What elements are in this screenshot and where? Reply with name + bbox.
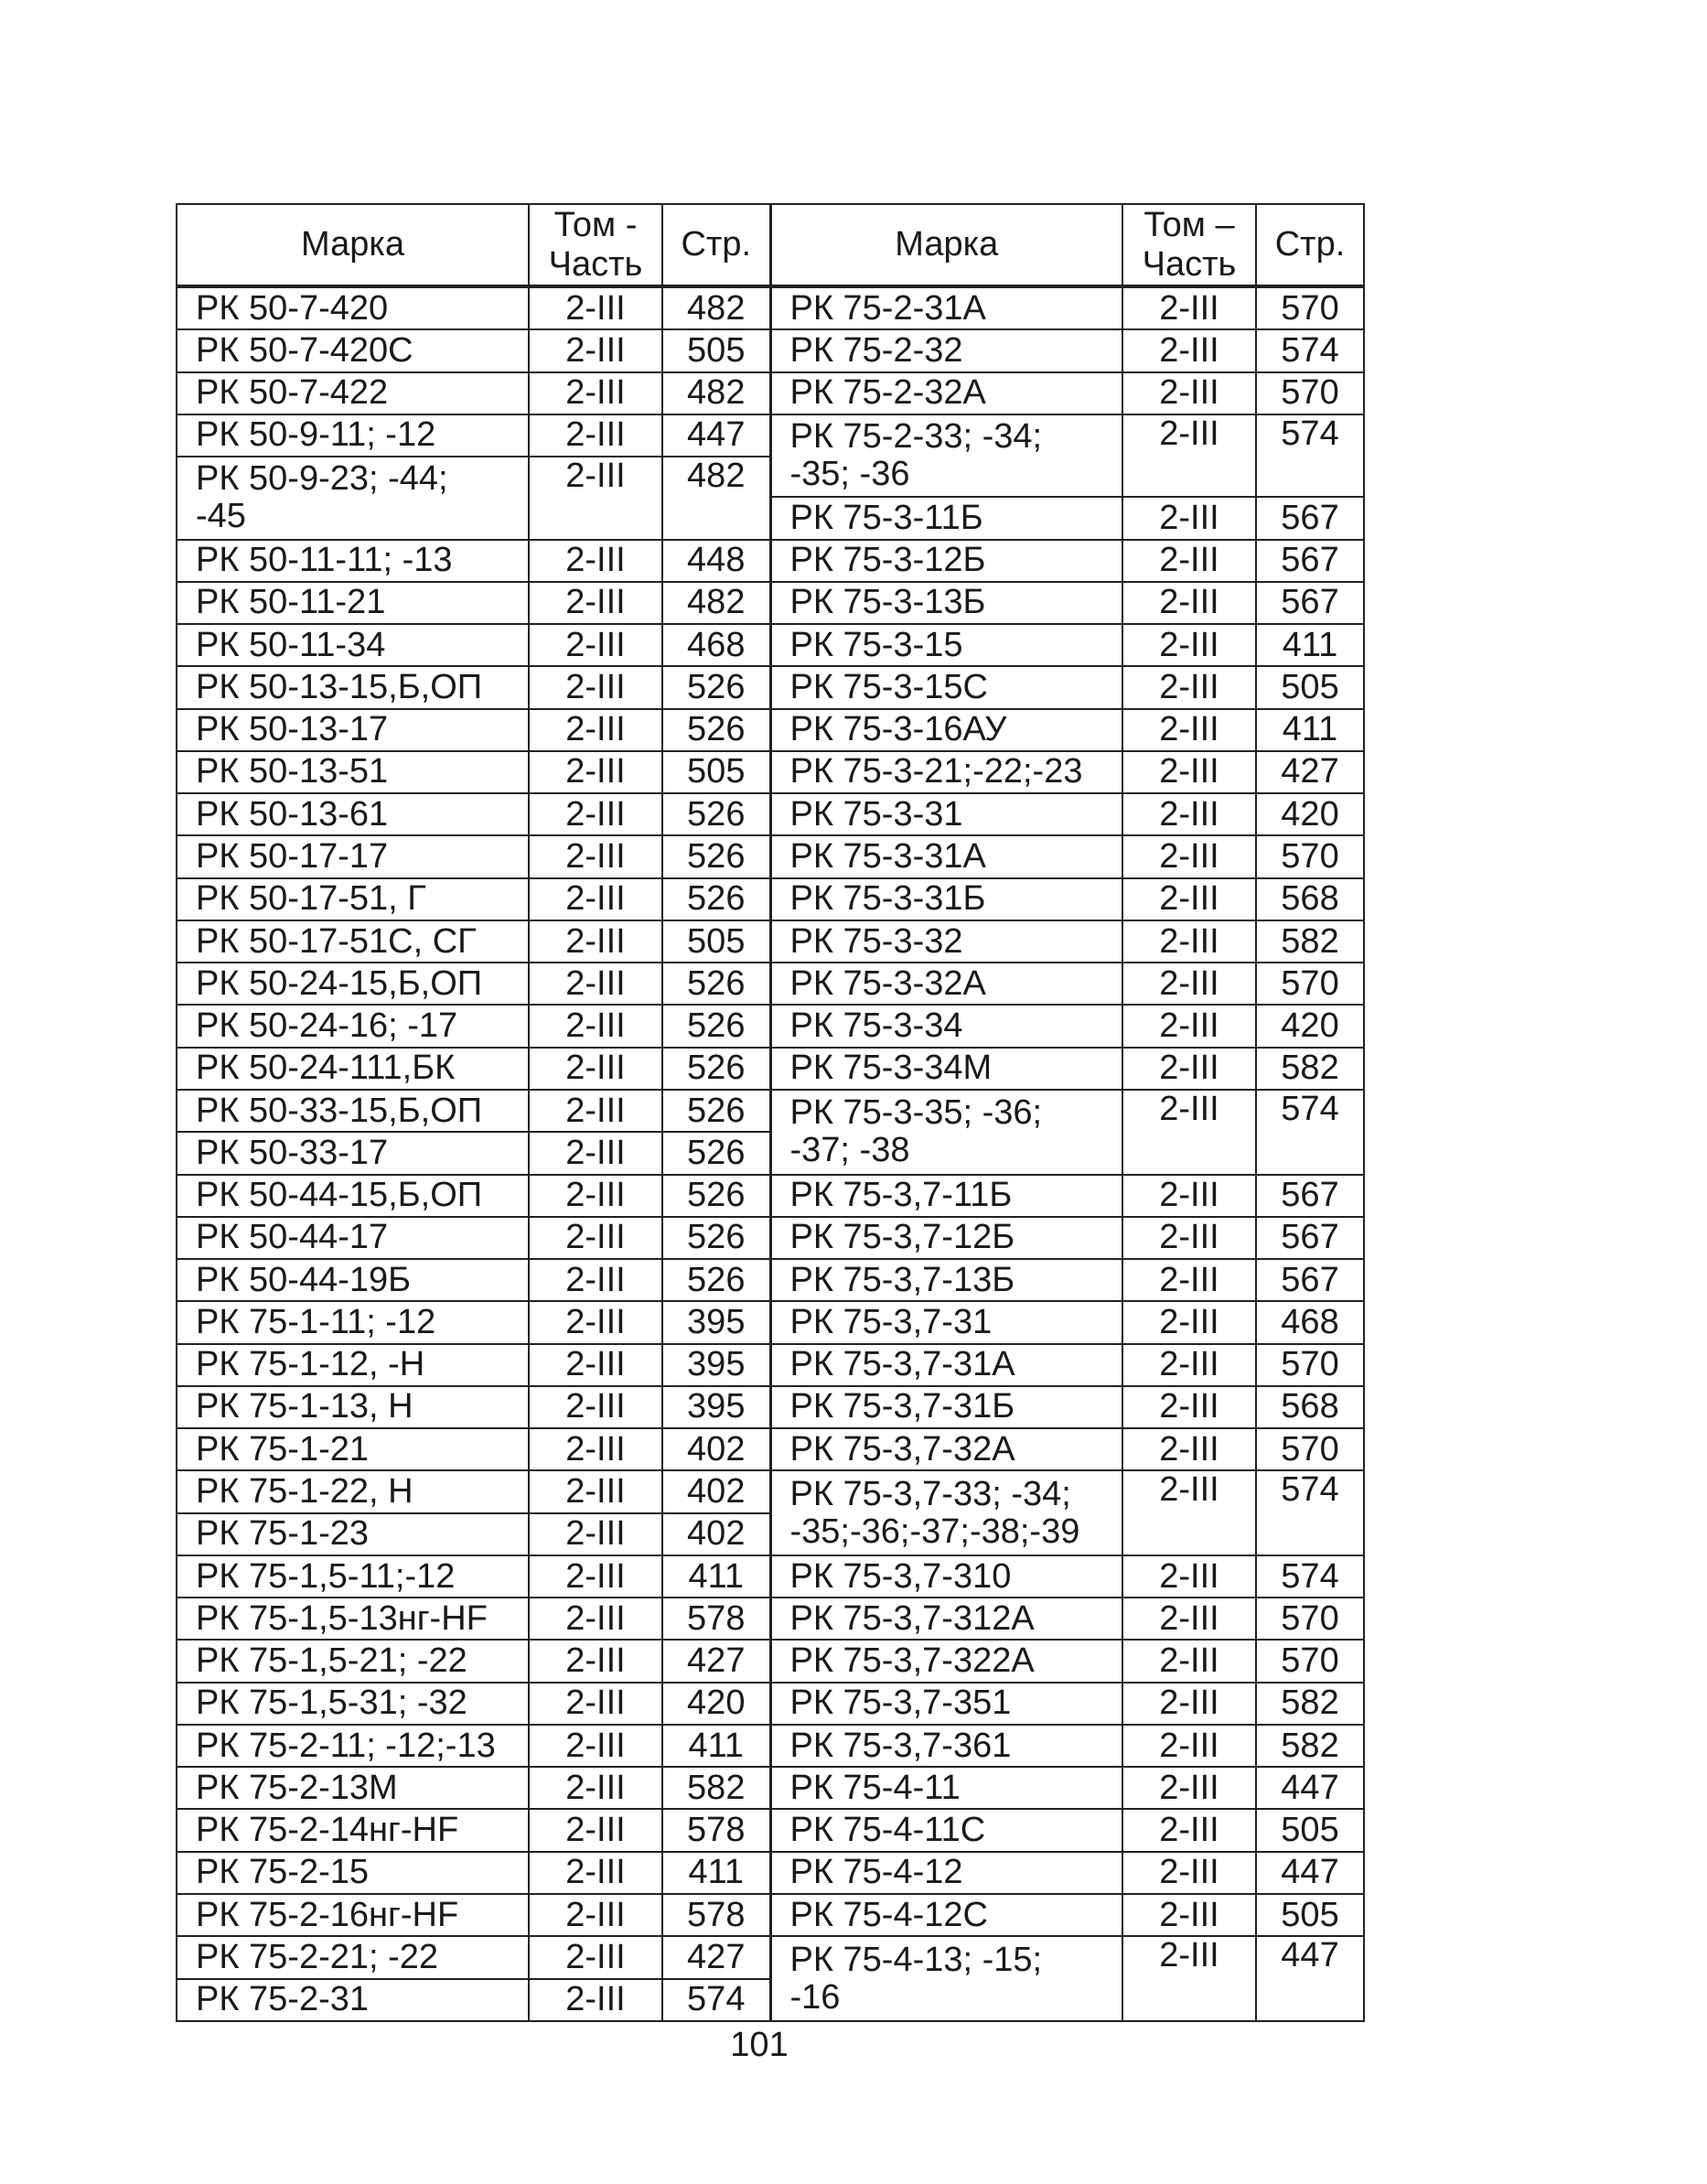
entry-volume: 2-III <box>529 624 662 666</box>
entry-volume: 2-III <box>1122 1725 1256 1767</box>
header-page-right: Стр. <box>1256 204 1364 286</box>
entry-page: 582 <box>1256 1725 1364 1767</box>
entry-volume: 2-III <box>529 1386 662 1428</box>
entry-volume: 2-III <box>1122 878 1256 920</box>
entry-volume: 2-III <box>529 414 662 457</box>
table-body <box>177 286 1364 2021</box>
entry-volume: 2-III <box>1122 1809 1256 1851</box>
entry-mark: РК 75-3,7-33; -34; -35;-36;-37;-38;-39 <box>770 1470 1122 1555</box>
entry-volume: 2-III <box>1122 1090 1256 1175</box>
entry-page: 427 <box>1256 751 1364 793</box>
entry-page: 574 <box>1256 1555 1364 1598</box>
entry-page: 420 <box>1256 793 1364 835</box>
entry-page: 578 <box>662 1809 770 1851</box>
entry-volume: 2-III <box>1122 1259 1256 1301</box>
table-row <box>177 835 1364 877</box>
entry-volume: 2-III <box>1122 540 1256 582</box>
entry-mark: РК 75-3,7-11Б <box>770 1175 1122 1217</box>
entry-volume: 2-III <box>529 1555 662 1598</box>
entry-page: 395 <box>662 1344 770 1386</box>
entry-page: 570 <box>1256 286 1364 329</box>
entry-volume: 2-III <box>529 1767 662 1809</box>
table-row <box>177 751 1364 793</box>
entry-page: 570 <box>1256 1428 1364 1470</box>
table-row <box>177 1005 1364 1047</box>
entry-page: 570 <box>1256 1344 1364 1386</box>
entry-volume: 2-III <box>529 1640 662 1682</box>
entry-page: 582 <box>662 1767 770 1809</box>
entry-volume: 2-III <box>529 582 662 624</box>
entry-mark: РК 75-3,7-12Б <box>770 1217 1122 1259</box>
entry-page: 505 <box>662 920 770 963</box>
entry-mark: РК 75-3,7-322А <box>770 1640 1122 1682</box>
entry-page: 411 <box>1256 624 1364 666</box>
header-volume-right: Том – Часть <box>1122 204 1256 286</box>
table-row <box>177 709 1364 751</box>
entry-page: 578 <box>662 1598 770 1640</box>
table-row <box>177 1301 1364 1343</box>
entry-page: 570 <box>1256 835 1364 877</box>
entry-mark: РК 75-1-23 <box>177 1513 529 1555</box>
entry-page: 574 <box>1256 1090 1364 1175</box>
entry-page: 395 <box>662 1386 770 1428</box>
entry-mark: РК 50-17-51С, СГ <box>177 920 529 963</box>
entry-page: 574 <box>1256 414 1364 497</box>
entry-mark: РК 75-1-13, Н <box>177 1386 529 1428</box>
entry-page: 526 <box>662 963 770 1005</box>
table-row <box>177 666 1364 708</box>
entry-mark: РК 75-1-12, -Н <box>177 1344 529 1386</box>
entry-mark: РК 75-3,7-13Б <box>770 1259 1122 1301</box>
entry-volume: 2-III <box>1122 329 1256 371</box>
entry-volume: 2-III <box>529 1259 662 1301</box>
entry-mark: РК 50-24-16; -17 <box>177 1005 529 1047</box>
entry-mark: РК 75-4-11С <box>770 1809 1122 1851</box>
entry-mark: РК 75-3,7-31 <box>770 1301 1122 1343</box>
table-row <box>177 1217 1364 1259</box>
entry-volume: 2-III <box>1122 1344 1256 1386</box>
entry-volume: 2-III <box>1122 1683 1256 1725</box>
entry-page: 411 <box>662 1555 770 1598</box>
entry-volume: 2-III <box>1122 414 1256 497</box>
entry-volume: 2-III <box>529 751 662 793</box>
entry-page: 420 <box>662 1683 770 1725</box>
entry-volume: 2-III <box>529 457 662 539</box>
entry-page: 567 <box>1256 497 1364 539</box>
entry-mark: РК 75-3-35; -36; -37; -38 <box>770 1090 1122 1175</box>
entry-page: 447 <box>1256 1852 1364 1894</box>
table-row <box>177 582 1364 624</box>
entry-mark: РК 50-7-420 <box>177 286 529 329</box>
entry-page: 448 <box>662 540 770 582</box>
entry-page: 526 <box>662 835 770 877</box>
entry-mark: РК 75-3,7-32А <box>770 1428 1122 1470</box>
header-volume-left: Том - Часть <box>529 204 662 286</box>
entry-mark: РК 75-3-15С <box>770 666 1122 708</box>
table-row <box>177 1344 1364 1386</box>
entry-mark: РК 50-17-51, Г <box>177 878 529 920</box>
entry-page: 526 <box>662 1259 770 1301</box>
entry-mark: РК 75-3,7-361 <box>770 1725 1122 1767</box>
entry-volume: 2-III <box>1122 372 1256 414</box>
table-row <box>177 920 1364 963</box>
entry-volume: 2-III <box>1122 624 1256 666</box>
entry-mark: РК 50-13-15,Б,ОП <box>177 666 529 708</box>
entry-volume: 2-III <box>1122 497 1256 539</box>
entry-mark: РК 50-33-17 <box>177 1132 529 1174</box>
entry-volume: 2-III <box>529 1725 662 1767</box>
header-mark-left: Марка <box>177 204 529 286</box>
entry-page: 411 <box>662 1725 770 1767</box>
entry-mark: РК 75-2-21; -22 <box>177 1936 529 1978</box>
table-row <box>177 1767 1364 1809</box>
entry-volume: 2-III <box>1122 1386 1256 1428</box>
entry-mark: РК 75-3-34 <box>770 1005 1122 1047</box>
entry-page: 582 <box>1256 1048 1364 1090</box>
entry-volume: 2-III <box>529 963 662 1005</box>
entry-page: 427 <box>662 1640 770 1682</box>
entry-page: 482 <box>662 286 770 329</box>
table-row <box>177 1090 1364 1132</box>
entry-page: 395 <box>662 1301 770 1343</box>
entry-page: 482 <box>662 457 770 539</box>
entry-page: 567 <box>1256 1175 1364 1217</box>
entry-page: 411 <box>662 1852 770 1894</box>
entry-volume: 2-III <box>529 709 662 751</box>
entry-mark: РК 75-3-31 <box>770 793 1122 835</box>
entry-mark: РК 50-11-21 <box>177 582 529 624</box>
cable-index-table <box>176 203 1365 2022</box>
entry-mark: РК 75-3-32 <box>770 920 1122 963</box>
entry-page: 482 <box>662 582 770 624</box>
entry-volume: 2-III <box>529 286 662 329</box>
entry-volume: 2-III <box>529 1175 662 1217</box>
entry-page: 447 <box>662 414 770 457</box>
table-row <box>177 1852 1364 1894</box>
entry-page: 505 <box>662 751 770 793</box>
entry-mark: РК 75-1,5-31; -32 <box>177 1683 529 1725</box>
table-row <box>177 1725 1364 1767</box>
entry-volume: 2-III <box>529 835 662 877</box>
entry-page: 526 <box>662 793 770 835</box>
entry-volume: 2-III <box>1122 1894 1256 1936</box>
entry-page: 570 <box>1256 963 1364 1005</box>
table-row <box>177 1175 1364 1217</box>
entry-volume: 2-III <box>529 329 662 371</box>
table-row <box>177 1894 1364 1936</box>
entry-page: 526 <box>662 666 770 708</box>
entry-volume: 2-III <box>1122 1005 1256 1047</box>
table-row <box>177 1936 1364 1978</box>
entry-volume: 2-III <box>1122 286 1256 329</box>
entry-volume: 2-III <box>529 1005 662 1047</box>
entry-mark: РК 75-3-13Б <box>770 582 1122 624</box>
entry-mark: РК 75-3-32А <box>770 963 1122 1005</box>
entry-mark: РК 50-11-11; -13 <box>177 540 529 582</box>
entry-volume: 2-III <box>1122 1470 1256 1555</box>
entry-mark: РК 75-1-21 <box>177 1428 529 1470</box>
entry-page: 505 <box>1256 1894 1364 1936</box>
entry-mark: РК 50-7-422 <box>177 372 529 414</box>
entry-volume: 2-III <box>1122 1175 1256 1217</box>
entry-mark: РК 75-3-11Б <box>770 497 1122 539</box>
header-mark-right: Марка <box>770 204 1122 286</box>
table-row <box>177 329 1364 371</box>
entry-page: 567 <box>1256 1259 1364 1301</box>
table-row <box>177 793 1364 835</box>
entry-mark: РК 75-2-15 <box>177 1852 529 1894</box>
entry-volume: 2-III <box>1122 709 1256 751</box>
entry-volume: 2-III <box>529 1936 662 1978</box>
entry-volume: 2-III <box>1122 1767 1256 1809</box>
entry-volume: 2-III <box>1122 1048 1256 1090</box>
entry-volume: 2-III <box>529 1217 662 1259</box>
entry-volume: 2-III <box>529 1470 662 1512</box>
entry-page: 582 <box>1256 920 1364 963</box>
table-row <box>177 1683 1364 1725</box>
entry-mark: РК 50-9-11; -12 <box>177 414 529 457</box>
table-row <box>177 878 1364 920</box>
table-row <box>177 1428 1364 1470</box>
entry-page: 570 <box>1256 372 1364 414</box>
table-row <box>177 1470 1364 1512</box>
entry-page: 468 <box>662 624 770 666</box>
entry-mark: РК 50-17-17 <box>177 835 529 877</box>
entry-page: 411 <box>1256 709 1364 751</box>
entry-page: 574 <box>1256 1470 1364 1555</box>
entry-page: 420 <box>1256 1005 1364 1047</box>
entry-page: 568 <box>1256 1386 1364 1428</box>
entry-volume: 2-III <box>529 540 662 582</box>
entry-mark: РК 75-3,7-351 <box>770 1683 1122 1725</box>
table-row <box>177 1598 1364 1640</box>
entry-mark: РК 75-3-16АУ <box>770 709 1122 751</box>
entry-page: 574 <box>1256 329 1364 371</box>
page-number: 101 <box>730 2026 789 2064</box>
entry-mark: РК 50-9-23; -44; -45 <box>177 457 529 539</box>
entry-mark: РК 75-2-33; -34; -35; -36 <box>770 414 1122 497</box>
table-row <box>177 286 1364 329</box>
entry-mark: РК 75-1,5-21; -22 <box>177 1640 529 1682</box>
entry-volume: 2-III <box>529 878 662 920</box>
entry-page: 567 <box>1256 582 1364 624</box>
entry-mark: РК 75-2-16нг-НF <box>177 1894 529 1936</box>
table-row <box>177 624 1364 666</box>
entry-volume: 2-III <box>1122 1217 1256 1259</box>
entry-page: 447 <box>1256 1767 1364 1809</box>
table-row <box>177 540 1364 582</box>
entry-volume: 2-III <box>529 1809 662 1851</box>
entry-page: 402 <box>662 1470 770 1512</box>
entry-volume: 2-III <box>529 1852 662 1894</box>
entry-volume: 2-III <box>1122 920 1256 963</box>
entry-page: 402 <box>662 1513 770 1555</box>
entry-volume: 2-III <box>529 793 662 835</box>
entry-volume: 2-III <box>529 1894 662 1936</box>
entry-mark: РК 75-3-12Б <box>770 540 1122 582</box>
entry-mark: РК 50-11-34 <box>177 624 529 666</box>
table-row <box>177 963 1364 1005</box>
table-header-row <box>177 204 1364 286</box>
entry-volume: 2-III <box>529 1513 662 1555</box>
entry-mark: РК 75-1-22, Н <box>177 1470 529 1512</box>
entry-mark: РК 75-3-31Б <box>770 878 1122 920</box>
entry-volume: 2-III <box>529 1683 662 1725</box>
entry-page: 526 <box>662 1175 770 1217</box>
entry-mark: РК 75-2-11; -12;-13 <box>177 1725 529 1767</box>
entry-volume: 2-III <box>1122 793 1256 835</box>
entry-mark: РК 75-1-11; -12 <box>177 1301 529 1343</box>
entry-page: 468 <box>1256 1301 1364 1343</box>
entry-volume: 2-III <box>1122 1428 1256 1470</box>
table-row <box>177 414 1364 457</box>
entry-volume: 2-III <box>1122 1555 1256 1598</box>
entry-page: 526 <box>662 1005 770 1047</box>
entry-mark: РК 50-13-61 <box>177 793 529 835</box>
table-row <box>177 1809 1364 1851</box>
entry-page: 574 <box>662 1979 770 2021</box>
entry-volume: 2-III <box>529 1048 662 1090</box>
entry-mark: РК 75-2-32 <box>770 329 1122 371</box>
entry-page: 402 <box>662 1428 770 1470</box>
entry-page: 526 <box>662 1132 770 1174</box>
entry-mark: РК 75-3-21;-22;-23 <box>770 751 1122 793</box>
entry-volume: 2-III <box>1122 666 1256 708</box>
entry-mark: РК 75-2-13М <box>177 1767 529 1809</box>
entry-volume: 2-III <box>529 1598 662 1640</box>
entry-page: 526 <box>662 878 770 920</box>
entry-volume: 2-III <box>1122 1936 1256 2021</box>
entry-mark: РК 50-13-51 <box>177 751 529 793</box>
entry-mark: РК 75-3-15 <box>770 624 1122 666</box>
entry-mark: РК 75-4-12 <box>770 1852 1122 1894</box>
entry-volume: 2-III <box>1122 1852 1256 1894</box>
entry-page: 526 <box>662 709 770 751</box>
table-row <box>177 1386 1364 1428</box>
entry-mark: РК 50-44-15,Б,ОП <box>177 1175 529 1217</box>
entry-mark: РК 75-3-31А <box>770 835 1122 877</box>
entry-page: 505 <box>1256 666 1364 708</box>
entry-page: 567 <box>1256 1217 1364 1259</box>
entry-page: 582 <box>1256 1683 1364 1725</box>
entry-page: 567 <box>1256 540 1364 582</box>
table-row <box>177 1259 1364 1301</box>
entry-page: 526 <box>662 1217 770 1259</box>
entry-mark: РК 50-33-15,Б,ОП <box>177 1090 529 1132</box>
entry-mark: РК 50-7-420С <box>177 329 529 371</box>
entry-mark: РК 50-44-17 <box>177 1217 529 1259</box>
entry-volume: 2-III <box>529 1132 662 1174</box>
table-row <box>177 1555 1364 1598</box>
entry-volume: 2-III <box>1122 1301 1256 1343</box>
entry-mark: РК 75-4-11 <box>770 1767 1122 1809</box>
entry-mark: РК 75-2-31А <box>770 286 1122 329</box>
table-row <box>177 1048 1364 1090</box>
entry-mark: РК 75-4-12С <box>770 1894 1122 1936</box>
entry-volume: 2-III <box>529 920 662 963</box>
entry-mark: РК 75-3,7-312А <box>770 1598 1122 1640</box>
entry-mark: РК 75-4-13; -15; -16 <box>770 1936 1122 2021</box>
entry-page: 570 <box>1256 1598 1364 1640</box>
entry-mark: РК 75-2-14нг-НF <box>177 1809 529 1851</box>
entry-mark: РК 50-24-111,БК <box>177 1048 529 1090</box>
entry-volume: 2-III <box>1122 963 1256 1005</box>
table-row <box>177 1640 1364 1682</box>
entry-mark: РК 75-3,7-310 <box>770 1555 1122 1598</box>
entry-page: 526 <box>662 1090 770 1132</box>
entry-volume: 2-III <box>529 1090 662 1132</box>
entry-volume: 2-III <box>529 372 662 414</box>
entry-page: 505 <box>1256 1809 1364 1851</box>
entry-volume: 2-III <box>1122 835 1256 877</box>
entry-volume: 2-III <box>529 1344 662 1386</box>
entry-mark: РК 50-44-19Б <box>177 1259 529 1301</box>
entry-volume: 2-III <box>529 1979 662 2021</box>
entry-page: 447 <box>1256 1936 1364 2021</box>
entry-volume: 2-III <box>1122 751 1256 793</box>
entry-mark: РК 75-3,7-31Б <box>770 1386 1122 1428</box>
entry-page: 526 <box>662 1048 770 1090</box>
entry-volume: 2-III <box>1122 1598 1256 1640</box>
entry-mark: РК 50-13-17 <box>177 709 529 751</box>
entry-volume: 2-III <box>529 1428 662 1470</box>
entry-page: 568 <box>1256 878 1364 920</box>
entry-page: 427 <box>662 1936 770 1978</box>
entry-mark: РК 75-2-31 <box>177 1979 529 2021</box>
entry-volume: 2-III <box>529 1301 662 1343</box>
header-page-left: Стр. <box>662 204 770 286</box>
table-row <box>177 372 1364 414</box>
entry-mark: РК 75-2-32А <box>770 372 1122 414</box>
entry-page: 505 <box>662 329 770 371</box>
entry-page: 578 <box>662 1894 770 1936</box>
entry-mark: РК 75-3-34М <box>770 1048 1122 1090</box>
entry-mark: РК 75-1,5-11;-12 <box>177 1555 529 1598</box>
entry-mark: РК 50-24-15,Б,ОП <box>177 963 529 1005</box>
entry-volume: 2-III <box>529 666 662 708</box>
entry-mark: РК 75-1,5-13нг-НF <box>177 1598 529 1640</box>
entry-mark: РК 75-3,7-31А <box>770 1344 1122 1386</box>
entry-volume: 2-III <box>1122 582 1256 624</box>
entry-page: 570 <box>1256 1640 1364 1682</box>
entry-page: 482 <box>662 372 770 414</box>
entry-volume: 2-III <box>1122 1640 1256 1682</box>
